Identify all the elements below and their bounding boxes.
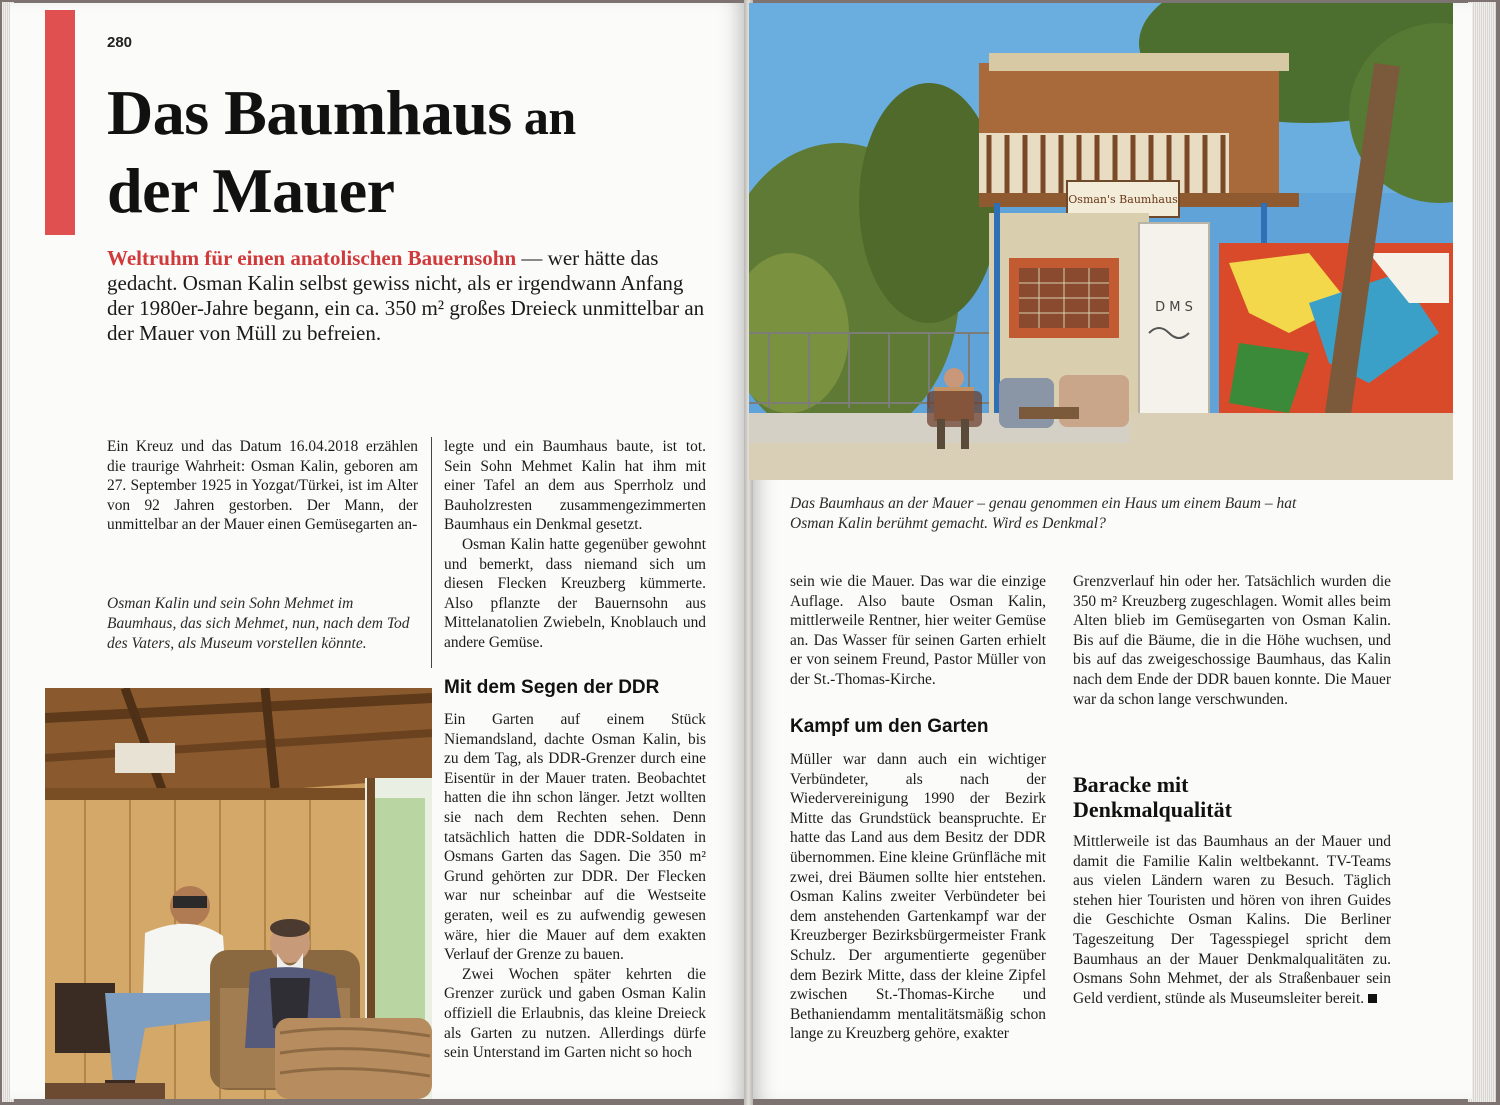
lead-text: — wer hätte das gedacht. Osman Kalin selbst gewiss nicht, als er irgendwann Anfang der 1980er-Jahre begann, ein ca. 350 m² großes Dreieck unmittelbar an der Mauer von Müll zu befreien. — [107, 246, 705, 345]
body-column-2b — [444, 710, 706, 1063]
col2-paragraph-1: legte und ein Baumhaus baute, ist tot. Sein Sohn Mehmet Kalin hat ihm mit einer Tafel an dem aus Sperrholz und Bauholzresten zusammengezimmerten Baumhaus ein Denkmal gesetzt. — [444, 438, 706, 534]
body-column-4 — [1073, 572, 1391, 709]
end-mark — [1368, 994, 1377, 1003]
col1-paragraph: Ein Kreuz und das Datum 16.04.2018 erzählen die traurige Wahrheit: Osman Kalin, geboren am 27. September 1925 in Yozgat/Türkei, ist im Alter von 92 Jahren gestorben. Der Mann, der unmittelbar an der Mauer einen Gemüsegarten an- — [107, 438, 418, 534]
caption-left: Osman Kalin und sein Sohn Mehmet im Baumhaus, das sich Mehmet, nun, nach dem Tod des Vaters, als Museum vorstellen könnte. — [107, 595, 410, 652]
subhead3-line1: Baracke mit — [1073, 772, 1189, 797]
photo-father-and-son — [45, 688, 432, 1099]
body-column-4b — [1073, 832, 1391, 1008]
treehouse-sign: Osman's Baumhaus — [1068, 193, 1178, 206]
title-line1: Das Baumhaus — [107, 77, 512, 148]
lead-paragraph — [107, 246, 707, 346]
body-column-2 — [444, 437, 706, 653]
col2b-paragraph-1: Ein Garten auf einem Stück Niemandsland, dachte Osman Kalin, bis zu dem Tag, als DDR-Grenzer durch eine Eisentür in der Mauer traten. Beobachtet hatten die ihn schon länger. Jetzt wollten sie nach dem Rechten sehen. Denn tatsächlich hatten die DDR-Soldaten in Osmans Garten das Sagen. Die 350 m² Grund gehörten zur DDR. Der Flecken war nur scheinbar auf die Westseite geraten, weil es zu aufwendig gewesen wäre, hier die Mauer auf dem exakten Verlauf der Grenze zu bauen. — [444, 711, 706, 964]
photo-treehouse — [749, 3, 1453, 480]
accent-bar — [45, 10, 75, 235]
col3b-paragraph: Müller war dann auch ein wichtiger Verbündeter, als nach der Wiedervereinigung 1990 der Bezirk Mitte das Grundstück beanspruchte. Er hatte das Land aus dem Besitz der DDR übernommen. Eine kleine Grünfläche mit zwei, drei Bäumen sollte hier entstehen. Osman Kalins zweiter Verbündeter bei dem anstehenden Gartenkampf war der Kreuzberger Bezirksbürgermeister Frank Schulz. Der argumentierte gegenüber dem Bezirk Mitte, dass der kleine Zipfel zwischen St.-Thomas-Kirche und Bethaniendamm mentalitätsmäßig schon lange zu Kreuzberg gehöre, exakter — [790, 751, 1046, 1043]
lead-highlight: Weltruhm für einen anatolischen Bauernsohn — [107, 246, 517, 270]
title-line1-small: an — [511, 89, 576, 145]
subhead-garden-fight: Kampf um den Garten — [790, 716, 989, 737]
col2b-paragraph-2: Zwei Wochen später kehrten die Grenzer zurück und gaben Osman Kalin offiziell die Erlaubnis, das kleine Dreieck als Garten zu nutzen. Allerdings dürfe sein Unterstand im Garten nicht so hoch — [444, 965, 706, 1062]
column-rule — [431, 437, 432, 668]
col3-paragraph: sein wie die Mauer. Das war die einzige Auflage. Also baute Osman Kalin, mittlerweile Rentner, hier weiter Gemüse an. Das Wasser für seinen Garten erhielt er von seinem Freund, Pastor Müller von der St.-Thomas-Kirche. — [790, 573, 1046, 688]
col2-paragraph-2: Osman Kalin hatte gegenüber gewohnt und bemerkt, dass niemand sich um diesen Flecken Kreuzberg kümmerte. Also pflanzte der Bauernsohn aus Mittelanatolien Zwiebeln, Knoblauch und andere Gemüse. — [444, 535, 706, 651]
subhead-barracks — [1073, 772, 1393, 822]
subhead3-line2: Denkmalqualität — [1073, 797, 1232, 822]
subhead-ddr: Mit dem Segen der DDR — [444, 677, 660, 698]
caption-right: Das Baumhaus an der Mauer – genau genommen ein Haus um einem Baum – hat Osman Kalin berühmt gemacht. Wird es Denkmal? — [790, 495, 1297, 532]
page-number: 280 — [107, 34, 133, 51]
body-column-3 — [790, 572, 1046, 690]
door-graffiti: D M S — [1155, 300, 1193, 315]
body-column-3b — [790, 750, 1046, 1044]
article-title — [107, 76, 727, 228]
col4b-text: Mittlerweile ist das Baumhaus an der Mauer und damit die Familie Kalin weltbekannt. TV-Teams aus vielen Ländern waren zu Besuch. Täglich stehen hier Touristen und hören von ihren Guides die Geschichte Osman Kalins. Die Berliner Tageszeitung Der Tagesspiegel spricht dem Baumhaus an der Mauer Denkmalqualitäten zu. Osmans Sohn Mehmet, der als Straßenbauer sein Geld verdient, stünde als Museumsleiter bereit. — [1073, 833, 1391, 1007]
body-column-1 — [107, 437, 418, 535]
col4-paragraph: Grenzverlauf hin oder her. Tatsächlich wurden die 350 m² Kreuzberg zugeschlagen. Womit alles beim Alten blieb im Gemüsegarten von Osman Kalin. Bis auf die Bäume, die in die Höhe wuchsen, und bis auf das zweigeschossige Baumhaus, das Kalin nach dem Ende der DDR bauen konnte. Die Mauer war da schon lange verschwunden. — [1073, 573, 1391, 708]
title-line2: der Mauer — [107, 155, 395, 226]
col4b-paragraph — [1073, 832, 1391, 1008]
page-edges-right — [1468, 2, 1496, 1102]
